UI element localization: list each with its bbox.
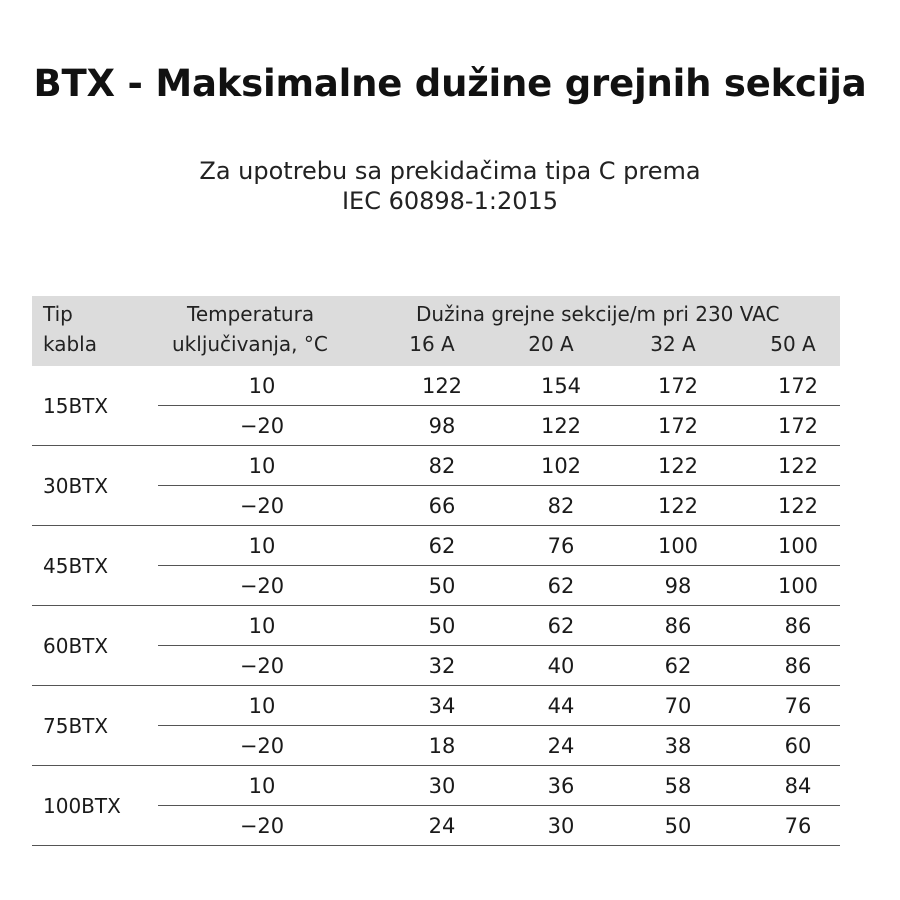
length-cell: 100 <box>657 534 699 558</box>
length-cell: 100 <box>777 574 819 598</box>
table-row <box>32 646 840 685</box>
length-cell: 86 <box>664 614 692 638</box>
table-row <box>32 766 840 805</box>
header-tip: Tip <box>43 302 73 326</box>
temperature-cell: 10 <box>248 374 276 398</box>
header-20a: 20 A <box>528 332 574 356</box>
table-row <box>32 726 840 765</box>
subtitle-line-1: Za upotrebu sa prekidačima tipa C prema <box>199 157 701 185</box>
length-cell: 24 <box>428 814 456 838</box>
cable-group <box>32 446 840 526</box>
length-cell: 122 <box>777 454 819 478</box>
temperature-cell: 10 <box>248 534 276 558</box>
length-cell: 36 <box>547 774 575 798</box>
cable-group <box>32 606 840 686</box>
table-row <box>32 526 840 565</box>
header-32a: 32 A <box>650 332 696 356</box>
cable-group <box>32 686 840 766</box>
temperature-cell: −20 <box>239 654 285 678</box>
temperature-cell: 10 <box>248 454 276 478</box>
cable-type: 75BTX <box>43 714 109 738</box>
length-cell: 70 <box>664 694 692 718</box>
subtitle <box>0 156 900 216</box>
length-cell: 122 <box>777 494 819 518</box>
length-cell: 154 <box>540 374 582 398</box>
cable-type: 45BTX <box>43 554 109 578</box>
table-row <box>32 406 840 445</box>
length-cell: 172 <box>657 374 699 398</box>
length-cell: 50 <box>428 574 456 598</box>
length-cell: 86 <box>784 654 812 678</box>
length-cell: 50 <box>428 614 456 638</box>
length-cell: 100 <box>777 534 819 558</box>
cable-group <box>32 366 840 446</box>
length-cell: 82 <box>547 494 575 518</box>
cable-group <box>32 526 840 606</box>
length-cell: 86 <box>784 614 812 638</box>
header-length: Dužina grejne sekcije/m pri 230 VAC <box>416 302 780 326</box>
table-row <box>32 366 840 405</box>
table-header <box>32 296 840 366</box>
temperature-cell: −20 <box>239 734 285 758</box>
header-temperature: Temperatura <box>187 302 315 326</box>
cable-type: 100BTX <box>43 794 121 818</box>
table-row <box>32 686 840 725</box>
cable-type: 15BTX <box>43 394 109 418</box>
header-kabla: kabla <box>43 332 97 356</box>
length-cell: 24 <box>547 734 575 758</box>
length-cell: 172 <box>777 414 819 438</box>
table-row <box>32 806 840 845</box>
length-cell: 32 <box>428 654 456 678</box>
temperature-cell: 10 <box>248 614 276 638</box>
temperature-cell: −20 <box>239 494 285 518</box>
length-cell: 62 <box>428 534 456 558</box>
header-temperature-unit: uključivanja, °C <box>172 332 328 356</box>
page-title: BTX - Maksimalne dužine grejnih sekcija <box>33 62 867 105</box>
cable-type: 60BTX <box>43 634 109 658</box>
length-cell: 172 <box>777 374 819 398</box>
temperature-cell: −20 <box>239 414 285 438</box>
length-cell: 84 <box>784 774 812 798</box>
length-cell: 30 <box>428 774 456 798</box>
length-cell: 76 <box>547 534 575 558</box>
length-cell: 18 <box>428 734 456 758</box>
table-row <box>32 566 840 605</box>
length-cell: 76 <box>784 694 812 718</box>
length-cell: 98 <box>664 574 692 598</box>
table-row <box>32 446 840 485</box>
length-cell: 50 <box>664 814 692 838</box>
subtitle-line-2: IEC 60898-1:2015 <box>341 187 559 215</box>
temperature-cell: 10 <box>248 694 276 718</box>
header-16a: 16 A <box>409 332 455 356</box>
length-cell: 122 <box>657 454 699 478</box>
length-table <box>32 296 840 846</box>
length-cell: 60 <box>784 734 812 758</box>
length-cell: 34 <box>428 694 456 718</box>
length-cell: 58 <box>664 774 692 798</box>
length-cell: 122 <box>540 414 582 438</box>
length-cell: 98 <box>428 414 456 438</box>
length-cell: 82 <box>428 454 456 478</box>
length-cell: 62 <box>547 614 575 638</box>
cable-group <box>32 766 840 846</box>
length-cell: 66 <box>428 494 456 518</box>
length-cell: 62 <box>664 654 692 678</box>
length-cell: 62 <box>547 574 575 598</box>
temperature-cell: −20 <box>239 574 285 598</box>
length-cell: 40 <box>547 654 575 678</box>
length-cell: 172 <box>657 414 699 438</box>
cable-type: 30BTX <box>43 474 109 498</box>
length-cell: 122 <box>657 494 699 518</box>
table-body <box>32 366 840 846</box>
header-50a: 50 A <box>770 332 816 356</box>
length-cell: 122 <box>421 374 463 398</box>
length-cell: 38 <box>664 734 692 758</box>
table-row <box>32 606 840 645</box>
temperature-cell: 10 <box>248 774 276 798</box>
length-cell: 102 <box>540 454 582 478</box>
temperature-cell: −20 <box>239 814 285 838</box>
length-cell: 44 <box>547 694 575 718</box>
length-cell: 30 <box>547 814 575 838</box>
table-row <box>32 486 840 525</box>
length-cell: 76 <box>784 814 812 838</box>
